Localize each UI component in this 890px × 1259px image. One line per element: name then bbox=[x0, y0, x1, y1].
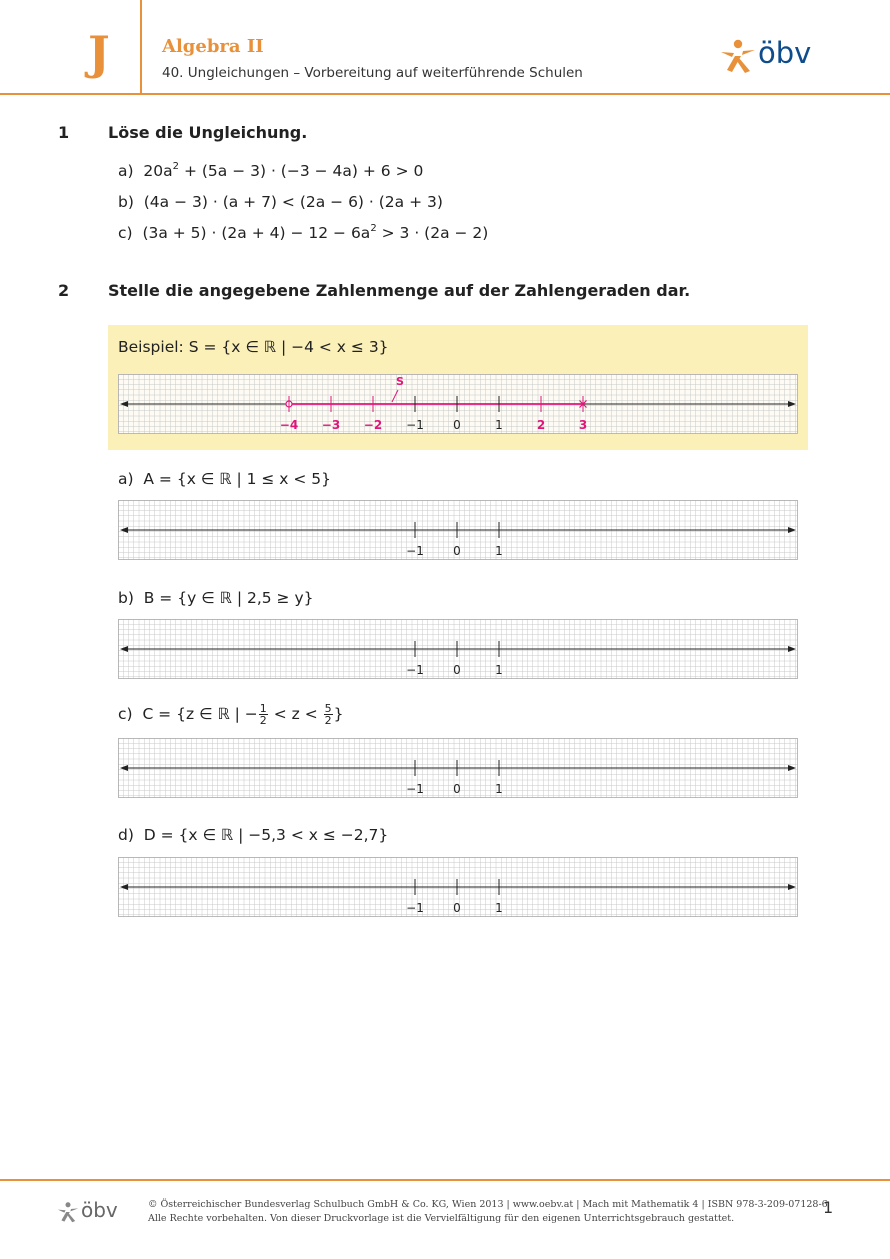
set-d: D = {x ∈ ℝ | −5,3 < x ≤ −2,7} bbox=[143, 826, 389, 844]
oebv-logo-text: öbv bbox=[758, 36, 812, 70]
item-label: c) bbox=[118, 705, 133, 723]
header-divider-vertical bbox=[140, 0, 142, 94]
inequality-c-post: > 3 · (2a − 2) bbox=[376, 224, 489, 242]
task-2-title: Stelle die angegebene Zahlenmenge auf der Zahlengeraden dar. bbox=[108, 281, 691, 300]
tick-label: 1 bbox=[495, 544, 503, 558]
fraction-denominator: 2 bbox=[324, 714, 332, 727]
tick-label: 0 bbox=[453, 782, 461, 796]
oebv-logo-icon bbox=[718, 38, 758, 74]
example-text: Beispiel: S = {x ∈ ℝ | −4 < x ≤ 3} bbox=[118, 338, 389, 356]
task-2-item-b bbox=[118, 589, 314, 607]
task-1-item-b bbox=[118, 193, 443, 211]
inequality-a-post: + (5a − 3) · (−3 − 4a) + 6 > 0 bbox=[179, 162, 424, 180]
item-label: b) bbox=[118, 589, 134, 607]
tick-label: 1 bbox=[495, 663, 503, 677]
item-label: c) bbox=[118, 224, 133, 242]
set-b: B = {y ∈ ℝ | 2,5 ≥ y} bbox=[143, 589, 314, 607]
number-line-d[interactable] bbox=[118, 857, 798, 919]
footer-line-2: Alle Rechte vorbehalten. Von dieser Druckvorlage ist die Vervielfältigung für den eigenen Unterrichtsgebrauch gestattet. bbox=[148, 1213, 735, 1224]
tick-label: −3 bbox=[321, 418, 341, 432]
chapter-letter: J bbox=[88, 26, 110, 80]
tick-label: −1 bbox=[406, 782, 424, 796]
task-1-item-c bbox=[118, 224, 488, 242]
tick-label: −1 bbox=[406, 418, 424, 432]
tick-label: 1 bbox=[495, 901, 503, 915]
fraction-five-halves bbox=[324, 703, 333, 726]
tick-label: −2 bbox=[363, 418, 383, 432]
set-label: S bbox=[396, 375, 404, 388]
tick-label: 0 bbox=[453, 544, 461, 558]
tick-label: 3 bbox=[578, 418, 588, 432]
tick-label: −1 bbox=[406, 663, 424, 677]
example-number-line bbox=[118, 374, 798, 436]
set-c-pre: C = {z ∈ ℝ | − bbox=[142, 705, 258, 723]
fraction-numerator: 5 bbox=[324, 702, 332, 715]
task-2-item-d bbox=[118, 826, 388, 844]
item-label: b) bbox=[118, 193, 134, 211]
page-subtitle: 40. Ungleichungen – Vorbereitung auf weiterführende Schulen bbox=[162, 65, 583, 81]
tick-label: 1 bbox=[495, 782, 503, 796]
fraction-one-half bbox=[259, 703, 268, 726]
item-label: a) bbox=[118, 470, 134, 488]
footer-logo-text: öbv bbox=[81, 1198, 118, 1222]
tick-label: −4 bbox=[279, 418, 299, 432]
tick-label: 0 bbox=[453, 418, 461, 432]
footer-oebv-logo bbox=[56, 1200, 126, 1224]
task-2-number: 2 bbox=[58, 281, 70, 300]
task-2-item-c bbox=[118, 703, 344, 726]
item-label: a) bbox=[118, 162, 134, 180]
number-line-a[interactable] bbox=[118, 500, 798, 562]
task-1-title: Löse die Ungleichung. bbox=[108, 123, 308, 142]
number-line-c[interactable] bbox=[118, 738, 798, 800]
footer-divider bbox=[0, 1179, 890, 1181]
page-title: Algebra II bbox=[162, 36, 264, 57]
inequality-a-pre: 20a bbox=[143, 162, 173, 180]
fraction-denominator: 2 bbox=[259, 714, 267, 727]
tick-label: 0 bbox=[453, 901, 461, 915]
inequality-b: (4a − 3) · (a + 7) < (2a − 6) · (2a + 3) bbox=[143, 193, 443, 211]
fraction-numerator: 1 bbox=[259, 702, 267, 715]
set-c-post: } bbox=[333, 705, 344, 723]
footer-line-1: © Österreichischer Bundesverlag Schulbuch GmbH & Co. KG, Wien 2013 | www.oebv.at | Mach mit Mathematik 4 | ISBN 978-3-209-07128-6 bbox=[148, 1199, 828, 1210]
set-c-mid: < z < bbox=[268, 705, 323, 723]
item-label: d) bbox=[118, 826, 134, 844]
tick-label: 1 bbox=[495, 418, 503, 432]
tick-label: −1 bbox=[406, 544, 424, 558]
number-line-b[interactable] bbox=[118, 619, 798, 681]
task-2-item-a bbox=[118, 470, 331, 488]
inequality-c-pre: (3a + 5) · (2a + 4) − 12 − 6a bbox=[142, 224, 371, 242]
page-number: 1 bbox=[823, 1198, 834, 1217]
tick-label: 0 bbox=[453, 663, 461, 677]
tick-label: −1 bbox=[406, 901, 424, 915]
task-1-number: 1 bbox=[58, 123, 70, 142]
oebv-logo bbox=[718, 38, 818, 74]
exponent: 2 bbox=[172, 161, 180, 172]
set-a: A = {x ∈ ℝ | 1 ≤ x < 5} bbox=[143, 470, 332, 488]
header-divider bbox=[0, 93, 890, 95]
footer-logo-icon bbox=[56, 1200, 80, 1224]
tick-label: 2 bbox=[536, 418, 546, 432]
footer-copyright bbox=[148, 1198, 828, 1226]
exponent: 2 bbox=[370, 223, 377, 234]
task-1-item-a bbox=[118, 162, 423, 180]
